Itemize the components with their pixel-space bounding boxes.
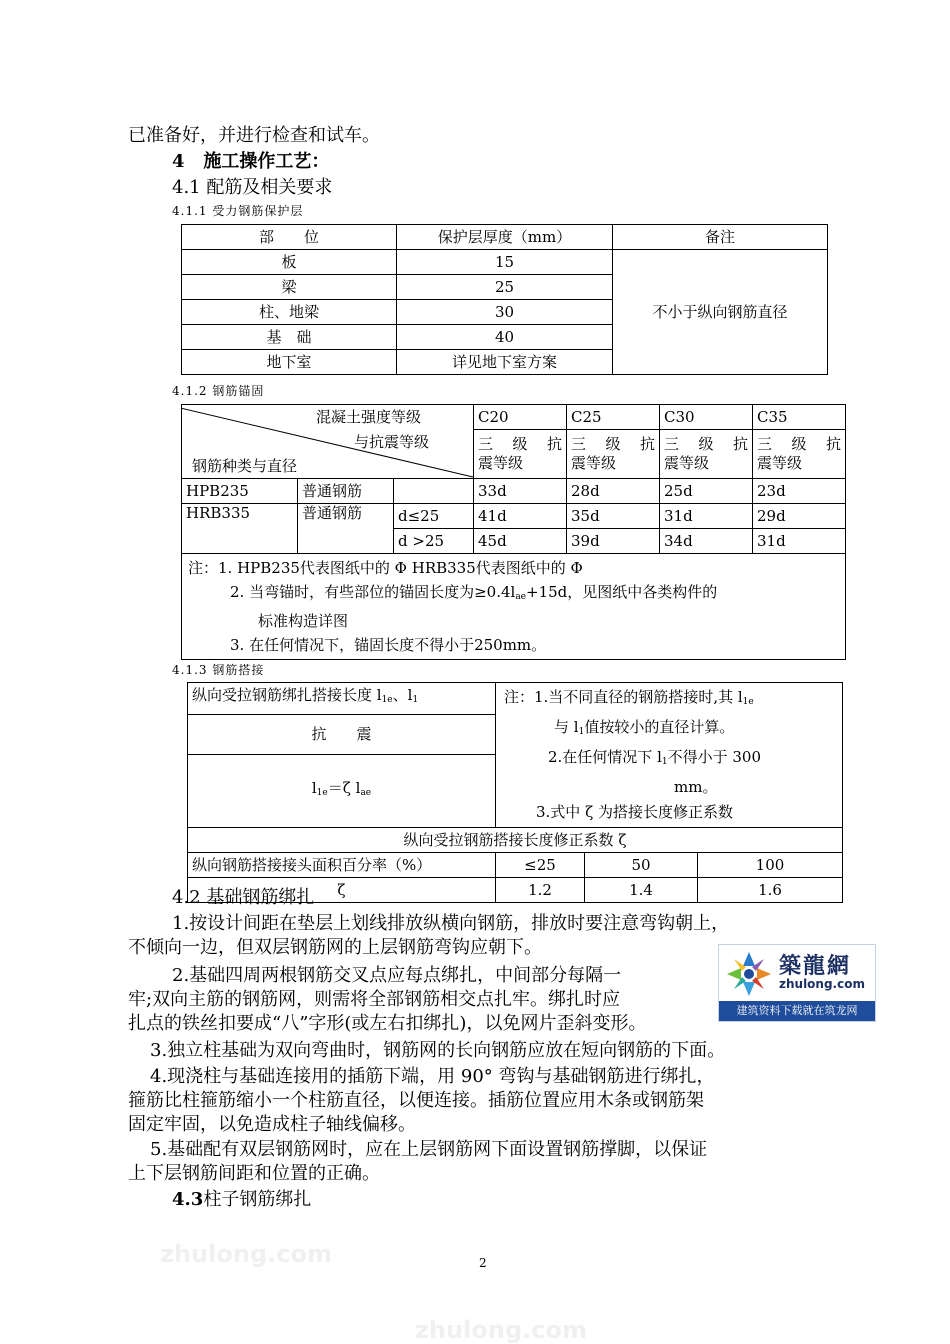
remark-cell: 不小于纵向钢筋直径 [613, 250, 828, 375]
value-cell: 31d [753, 529, 846, 554]
paragraph-4-line-2: 箍筋比柱箍筋缩小一个柱筋直径，以便连接。插筋位置应用木条或钢筋架 [128, 1090, 704, 1111]
table-cell: 基 础 [182, 325, 397, 350]
table-cell: 40 [397, 325, 613, 350]
watermark-text: zhulong.com [415, 1316, 587, 1344]
seismic-label: 抗 震 [188, 714, 496, 754]
anchorage-table [181, 404, 846, 660]
table-cell: 15 [397, 250, 613, 275]
value-cell: 23d [753, 479, 846, 504]
zhulong-logo [718, 944, 876, 1022]
diag-mid-label: 与抗震等级 [354, 433, 430, 451]
value-cell: 33d [474, 479, 567, 504]
paragraph-5-line-2: 上下层钢筋间距和位置的正确。 [128, 1163, 380, 1184]
table-cell: 梁 [182, 275, 397, 300]
diag-bottom-label: 钢筋种类与直径 [192, 457, 298, 475]
page-number: 2 [479, 1256, 487, 1270]
paragraph-1-line-1: 1.按设计间距在垫层上划线排放纵横向钢筋，排放时要注意弯钩朝上， [172, 913, 730, 934]
seismic-cell: 三 级 抗 震等级 [474, 430, 567, 479]
logo-english: zhulong.com [779, 977, 865, 991]
lap-note-3: 3.式中 ζ 为搭接长度修正系数 [536, 803, 733, 821]
pct-cell: ≤25 [496, 853, 585, 878]
seismic-cell: 三 级 抗 震等级 [753, 430, 846, 479]
lap-note-2: 2.在任何情况下 $l_1$不得小于 300 [548, 748, 762, 767]
table-caption: 4.1.3 钢筋搭接 [172, 663, 265, 677]
header-cell: 部 位 [182, 225, 397, 250]
paragraph-1-line-2: 不倾向一边，但双层钢筋网的上层钢筋弯钩应朝下。 [128, 937, 542, 958]
logo-slogan: 建筑资料下载就在筑龙网 [719, 1001, 875, 1021]
value-cell: 28d [567, 479, 660, 504]
zeta-label: ζ [188, 878, 496, 903]
lap-formula: $l_{1e}=\zeta$ $l_{ae}$ [188, 754, 496, 827]
note-2: 2. 当弯锚时，有些部位的锚固长度为$\ge 0.4l_{ae}+15d$，见图纸中各类构件的 [230, 583, 718, 602]
value-cell: 25d [660, 479, 753, 504]
pct-label: 纵向钢筋搭接接头面积百分率（%） [188, 853, 496, 878]
paragraph-4-line-3: 固定牢固，以免造成柱子轴线偏移。 [128, 1114, 416, 1135]
diag-top-label: 混凝土强度等级 [316, 408, 422, 426]
value-cell: 35d [567, 504, 660, 529]
lap-length-header: 纵向受拉钢筋绑扎搭接长度 $l_{1e}$、$l_1$ [188, 683, 496, 715]
grade-cell: C35 [753, 405, 846, 430]
value-cell: 31d [660, 504, 753, 529]
diagonal-header-cell [182, 405, 474, 479]
subsection-heading: 4.1 配筋及相关要求 [172, 177, 333, 198]
paragraph-4-line-1: 4.现浇柱与基础连接用的插筋下端，用 90° 弯钩与基础钢筋进行绑扎， [150, 1066, 715, 1087]
value-cell: 41d [474, 504, 567, 529]
lap-note-1-cont: 与 $l_1$值按较小的直径计算。 [554, 718, 735, 737]
paragraph-3: 3.独立柱基础为双向弯曲时，钢筋网的长向钢筋应放在短向钢筋的下面。 [150, 1040, 726, 1061]
value-cell: 29d [753, 504, 846, 529]
note-2-cont: 标准构造详图 [258, 612, 349, 630]
steel-type-cell: HPB235 [182, 479, 298, 504]
paragraph-2-line-1: 2.基础四周两根钢筋交叉点应每点绑扎，中间部分每隔一 [172, 965, 622, 986]
seismic-cell: 三 级 抗 震等级 [660, 430, 753, 479]
coef-title: 纵向受拉钢筋搭接长度修正系数 ζ [188, 828, 843, 853]
intro-line: 已准备好，并进行检查和试车。 [128, 125, 380, 146]
value-cell: 45d [474, 529, 567, 554]
diameter-cell: d≤25 [394, 504, 474, 529]
table-cell: 地下室 [182, 350, 397, 375]
snowflake-icon [721, 947, 777, 1001]
note-3: 3. 在任何情况下，锚固长度不得小于250mm。 [230, 636, 547, 654]
subsection-heading: 4.3柱子钢筋绑扎 [172, 1189, 312, 1210]
grade-cell: C20 [474, 405, 567, 430]
diameter-cell [394, 479, 474, 504]
value-cell: 39d [567, 529, 660, 554]
lap-note-2-cont: mm。 [674, 778, 718, 796]
diameter-cell: d >25 [394, 529, 474, 554]
cover-table [181, 224, 828, 375]
paragraph-5-line-1: 5.基础配有双层钢筋网时，应在上层钢筋网下面设置钢筋撑脚，以保证 [150, 1139, 708, 1160]
subsection-heading: 4.2 基础钢筋绑扎 [172, 887, 315, 908]
header-cell: 保护层厚度（mm） [397, 225, 613, 250]
lap-notes [496, 683, 843, 828]
steel-type-cell: HRB335 [182, 504, 298, 554]
zeta-cell: 1.2 [496, 878, 585, 903]
table-caption: 4.1.2 钢筋锚固 [172, 384, 265, 398]
table-cell: 30 [397, 300, 613, 325]
lap-note-1: 注：1.当不同直径的钢筋搭接时,其 $l_{1e}$ [504, 688, 754, 707]
paragraph-2-line-2: 牢;双向主筋的钢筋网，则需将全部钢筋相交点扎牢。绑扎时应 [128, 989, 621, 1010]
watermark-text: zhulong.com [160, 1240, 332, 1268]
table-cell: 25 [397, 275, 613, 300]
zeta-cell: 1.4 [585, 878, 698, 903]
table-cell: 详见地下室方案 [397, 350, 613, 375]
steel-kind-cell: 普通钢筋 [298, 504, 394, 554]
header-cell: 备注 [613, 225, 828, 250]
pct-cell: 50 [585, 853, 698, 878]
anchorage-notes [182, 554, 846, 660]
zeta-cell: 1.6 [698, 878, 843, 903]
table-cell: 柱、地梁 [182, 300, 397, 325]
section-heading: 4 施工操作工艺： [172, 151, 330, 172]
table-caption: 4.1.1 受力钢筋保护层 [172, 204, 304, 218]
seismic-cell: 三 级 抗 震等级 [567, 430, 660, 479]
pct-cell: 100 [698, 853, 843, 878]
grade-cell: C30 [660, 405, 753, 430]
table-cell: 板 [182, 250, 397, 275]
note-1: 注：1. HPB235代表图纸中的 Φ HRB335代表图纸中的 Φ [188, 559, 583, 577]
value-cell: 34d [660, 529, 753, 554]
grade-cell: C25 [567, 405, 660, 430]
logo-chinese: 築龍網 [779, 953, 852, 979]
paragraph-2-line-3: 扎点的铁丝扣要成“八”字形(或左右扣绑扎)，以免网片歪斜变形。 [128, 1013, 647, 1034]
steel-kind-cell: 普通钢筋 [298, 479, 394, 504]
lap-table [187, 682, 843, 903]
